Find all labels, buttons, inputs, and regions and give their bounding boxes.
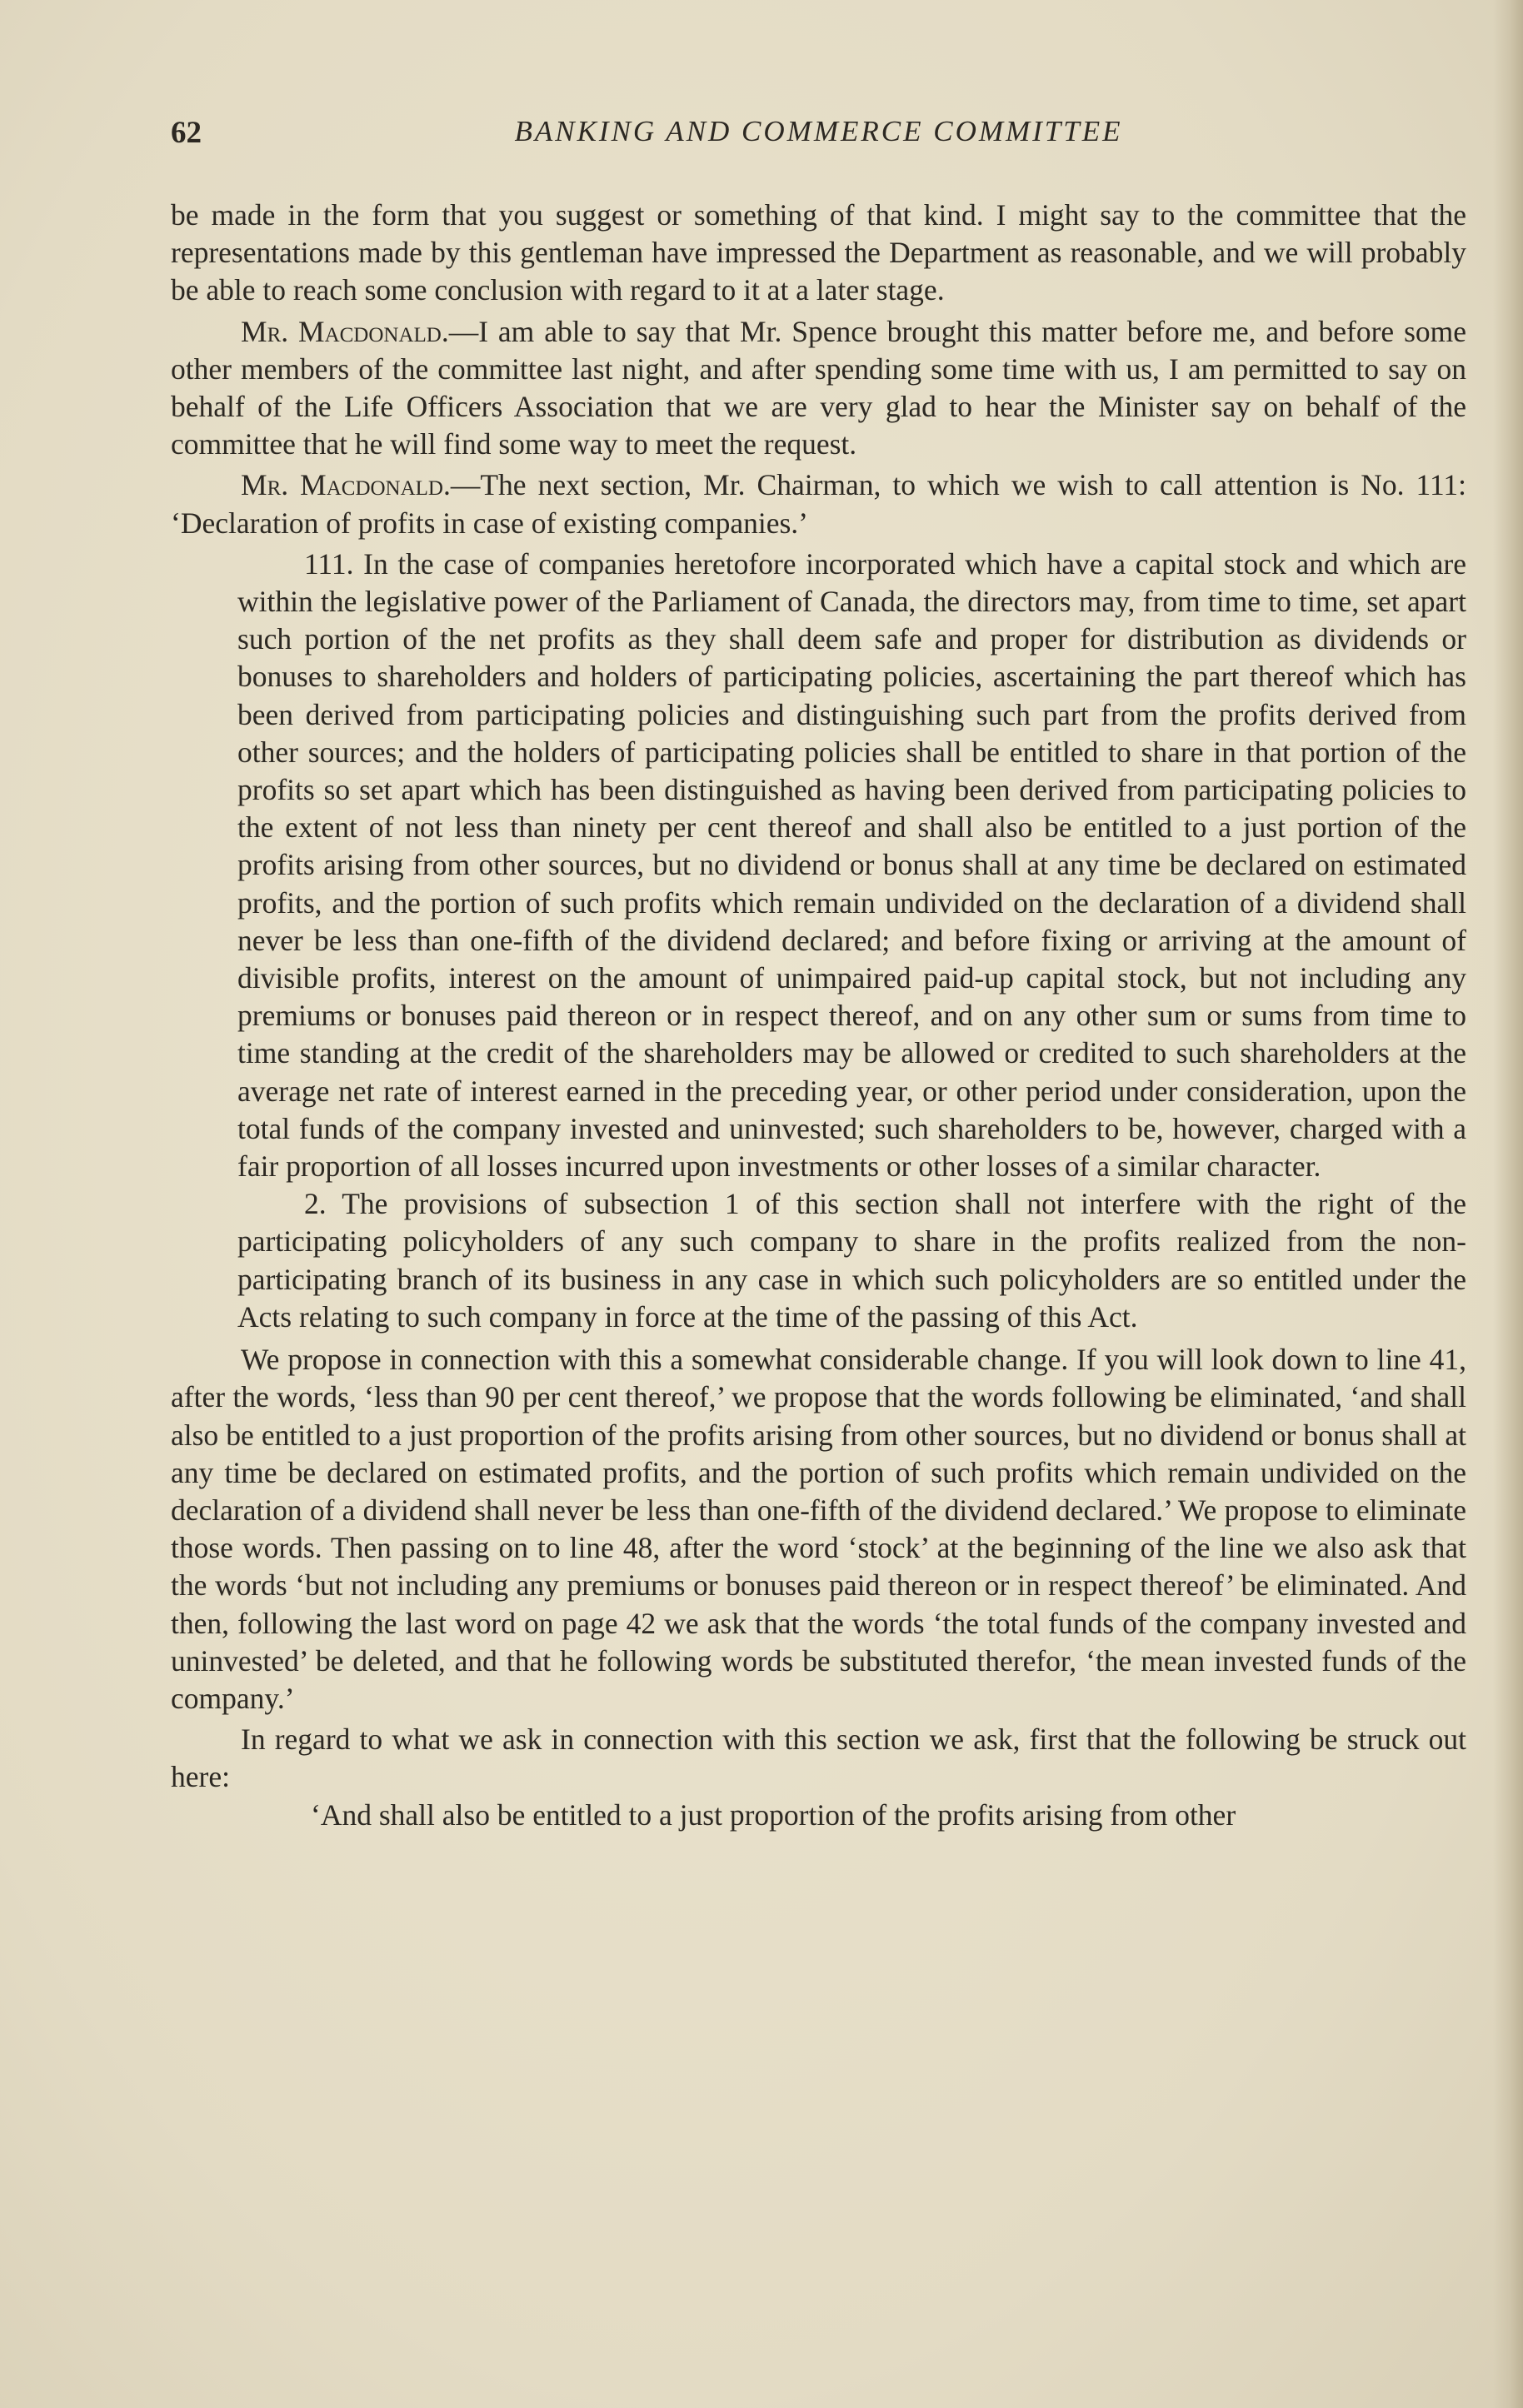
- subsection-2-text: 2. The provisions of subsection 1 of this section shall not interfere with the right of the participating policyholders of any such company to share in the profits realized from the non-participating branch of its business in any case in which such policyholders are so entitled under the Acts relating to such company in force at the time of the passing of this Act.: [237, 1187, 1466, 1334]
- page-number: 62: [171, 116, 202, 150]
- paragraph-macdonald-1: [171, 313, 1466, 464]
- speaker-name: Mr. Macdonald.: [241, 314, 449, 348]
- speaker-name: Mr. Macdonald.: [241, 468, 451, 502]
- speech-text: —The next section, Mr. Chairman, to which we wish to call attention is No. 111: ‘Declaration of profits in case of existing companies.’: [171, 468, 1466, 540]
- paragraph-proposal: We propose in connection with this a somewhat considerable change. If you will look down to line 41, after the words, ‘less than 90 per cent thereof,’ we propose that the words following be eliminated, ‘and shall also be entitled to a just proportion of the profits arising from other sources, but no dividend or bonus shall at any time be declared on estimated profits, and the portion of such profits which remain undivided on the declaration of a dividend shall never be less than one-fifth of the dividend declared.’ We propose to eliminate those words. Then passing on to line 48, after the word ‘stock’ at the beginning of the line we also ask that the words ‘but not including any premiums or bonuses paid thereon or in respect thereof’ be eliminated. And then, following the last word on page 42 we ask that the words ‘the total funds of the company invested and uninvested’ be deleted, and that he following words be substituted therefor, ‘the mean invested funds of the company.’: [171, 1343, 1466, 1715]
- section-111-text: 111. In the case of companies heretofore incorporated which have a capital stock and which are within the legislative power of the Parliament of Canada, the directors may, from time to time, set apart such portion of the net profits as they shall deem safe and proper for distribution as dividends or bonuses to shareholders and holders of participating policies, ascertaining the part thereof which has been derived from participating policies and distinguishing such part from the profits derived from other sources; and the holders of participating policies shall be entitled to share in that portion of the profits so set apart which has been distinguished as having been derived from participating policies to the extent of not less than ninety per cent thereof and shall also be entitled to a just portion of the profits arising from other sources, but no dividend or bonus shall at any time be declared on estimated profits, and the portion of such profits which remain undivided on the declaration of a dividend shall never be less than one-fifth of the dividend declared; and before fixing or arriving at the amount of divisible profits, interest on the amount of unimpaired paid-up capital stock, but not including any premiums or bonuses paid thereon or in respect thereof, and on any other sum or sums from time to time standing at the credit of the shareholders may be allowed or credited to such shareholders at the average net rate of interest earned in the preceding year, or other period under consideration, upon the total funds of the company invested and uninvested; such shareholders to be, however, charged with a fair proportion of all losses incurred upon investments or other losses of a similar character.: [237, 546, 1466, 1184]
- page-edge-shadow: [1493, 0, 1523, 2408]
- paragraph-quoted-clause: ‘And shall also be entitled to a just proportion of the profits arising from other: [311, 1797, 1236, 1832]
- page-header: [171, 115, 1466, 157]
- paragraph-macdonald-2: [171, 466, 1466, 541]
- speech-text: —I am able to say that Mr. Spence brought this matter before me, and before some other members of the committee last night, and after spending some time with us, I am permitted to say on behalf of the Life Officers Association that we are very glad to hear the Minister say on behalf of the committee that he will find some way to meet the request.: [171, 314, 1466, 461]
- paragraph-continuation: be made in the form that you suggest or something of that kind. I might say to the committee that the representations made by this gentleman have impressed the Department as reasonable, and we will probably be able to reach some conclusion with regard to it at a later stage.: [171, 198, 1466, 307]
- running-title: BANKING AND COMMERCE COMMITTEE: [514, 115, 1123, 147]
- paragraph-request: In regard to what we ask in connection with this section we ask, first that the following be struck out here:: [171, 1722, 1466, 1794]
- body-text: [171, 197, 1466, 1834]
- statute-quote: [237, 546, 1466, 1336]
